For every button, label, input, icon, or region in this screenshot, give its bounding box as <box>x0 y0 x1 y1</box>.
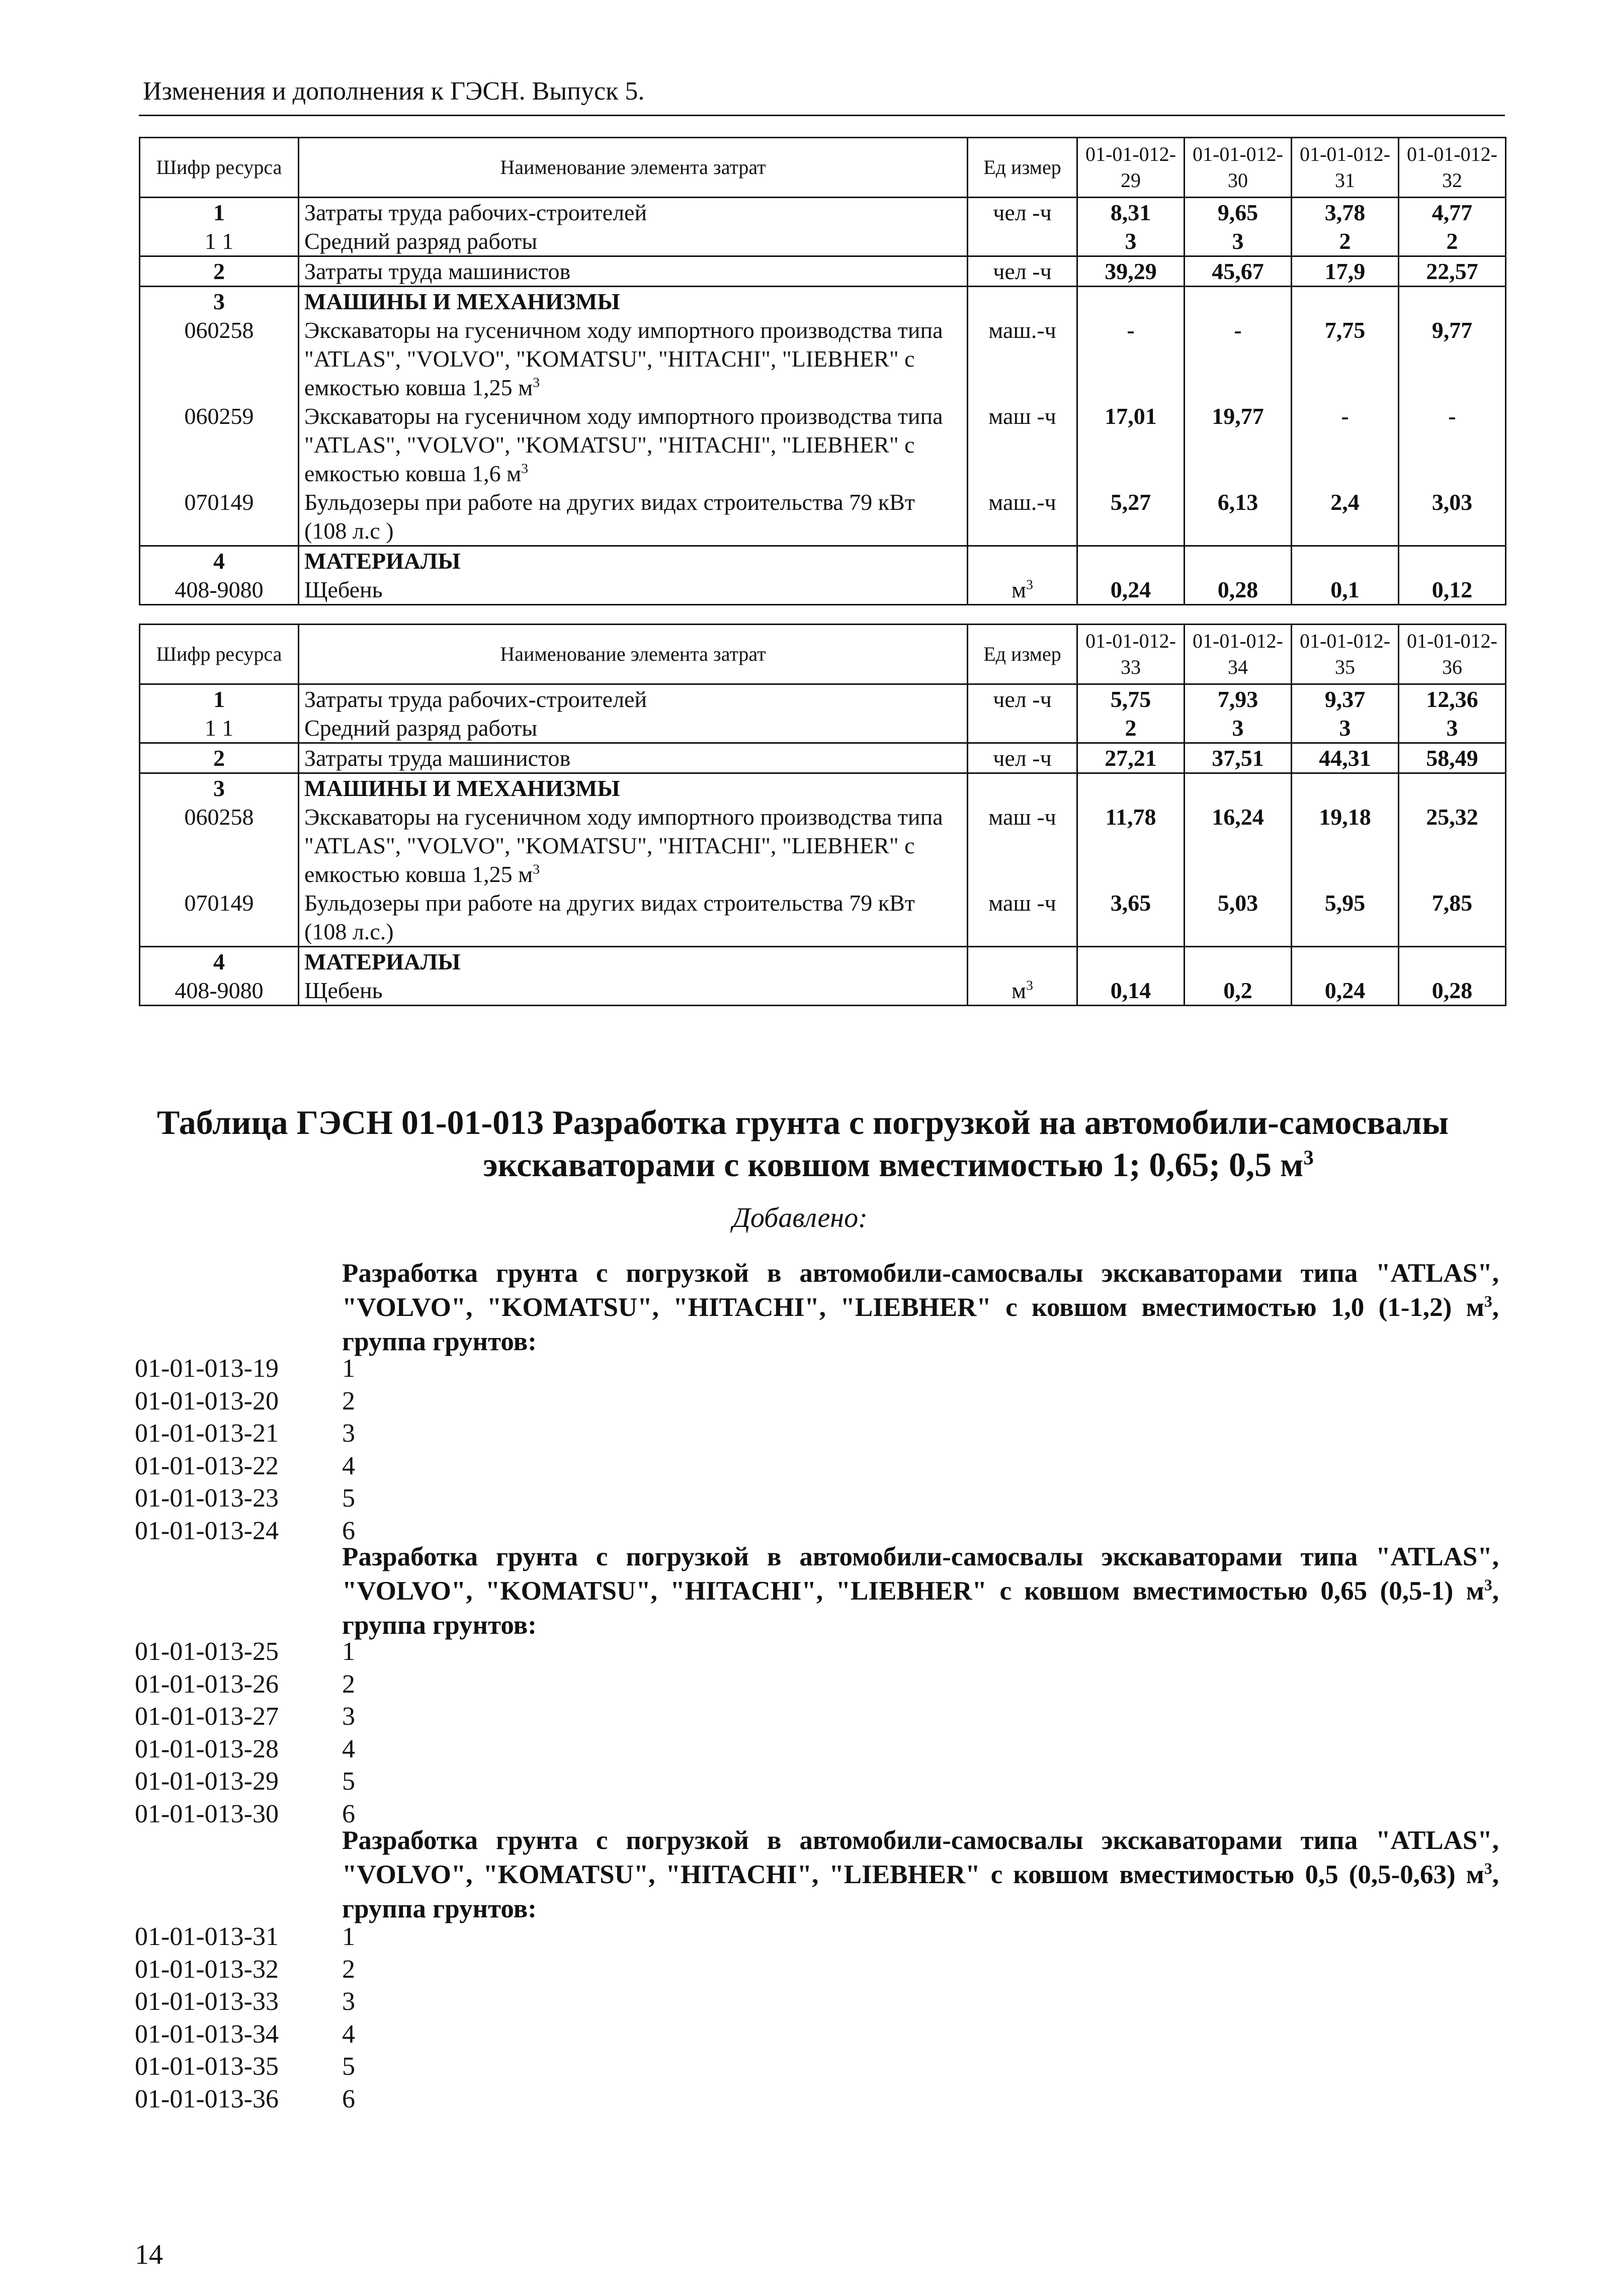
row-value: 16,24 <box>1185 803 1292 889</box>
superscript: 3 <box>533 374 540 390</box>
row-value: 9,65 <box>1185 198 1292 227</box>
superscript: 3 <box>1484 1576 1492 1594</box>
row-code: 408-9080 <box>140 575 299 605</box>
list-item <box>135 1450 392 1483</box>
row-code: 060258 <box>140 316 299 402</box>
group-heading-text: Разработка грунта с погрузкой в автомобили-самосвалы экскаваторами типа "ATLAS", "VOLVO", "KOMATSU", "HITACHI", "LIEBHER" с ковшом вместимостью 1,0 (1-1,2) м <box>342 1259 1499 1322</box>
row-value <box>1077 546 1185 576</box>
group-heading-tail: , группа грунтов: <box>342 1860 1499 1923</box>
row-value <box>1399 287 1506 316</box>
item-number: 5 <box>342 1484 355 1513</box>
table-row <box>140 976 1506 1006</box>
row-name: Средний разряд работы <box>299 714 968 743</box>
row-value: 58,49 <box>1399 743 1506 773</box>
row-unit <box>968 947 1077 977</box>
unit-text: м <box>1012 978 1027 1003</box>
item-code: 01-01-013-33 <box>135 1987 279 2016</box>
row-value <box>1292 287 1399 316</box>
group-heading <box>342 1256 1499 1359</box>
row-value: 3 <box>1077 227 1185 256</box>
row-unit: маш -ч <box>968 889 1077 947</box>
row-value: 11,78 <box>1077 803 1185 889</box>
group-heading-tail: , группа грунтов: <box>342 1293 1499 1356</box>
row-name: Бульдозеры при работе на других видах строительства 79 кВт (108 л.с.) <box>299 889 968 947</box>
header-col: 01-01-012-30 <box>1185 138 1292 198</box>
row-value <box>1185 947 1292 977</box>
row-name: МАШИНЫ И МЕХАНИЗМЫ <box>299 287 968 316</box>
table-row <box>140 227 1506 256</box>
row-code: 060258 <box>140 803 299 889</box>
item-number: 4 <box>342 2019 355 2049</box>
row-value: 17,01 <box>1077 402 1185 488</box>
item-code: 01-01-013-23 <box>135 1484 279 1513</box>
row-value: 7,75 <box>1292 316 1399 402</box>
row-value: - <box>1077 316 1185 402</box>
row-code: 408-9080 <box>140 976 299 1006</box>
row-value <box>1292 546 1399 576</box>
row-value: 3 <box>1185 227 1292 256</box>
group-heading <box>342 1823 1499 1926</box>
row-code: 070149 <box>140 889 299 947</box>
row-unit: маш -ч <box>968 803 1077 889</box>
row-value: 19,77 <box>1185 402 1292 488</box>
list-item <box>135 1701 392 1733</box>
table-title <box>139 1101 1467 1186</box>
list-item <box>135 1385 392 1418</box>
item-code: 01-01-013-35 <box>135 2052 279 2081</box>
table-row <box>140 198 1506 227</box>
superscript: 3 <box>521 460 529 476</box>
row-code: 1 1 <box>140 227 299 256</box>
row-value: 37,51 <box>1185 743 1292 773</box>
list-item <box>135 1921 392 1954</box>
row-value: 3 <box>1185 714 1292 743</box>
row-value: 17,9 <box>1292 256 1399 287</box>
row-unit: чел -ч <box>968 684 1077 714</box>
table-row <box>140 402 1506 488</box>
list-item <box>135 1986 392 2018</box>
unit-text: м <box>1012 577 1027 602</box>
row-value <box>1292 773 1399 803</box>
row-code: 1 <box>140 198 299 227</box>
row-code: 3 <box>140 773 299 803</box>
group-heading-text: Разработка грунта с погрузкой в автомобили-самосвалы экскаваторами типа "ATLAS", "VOLVO", "KOMATSU", "HITACHI", "LIEBHER" с ковшом вместимостью 0,5 (0,5-0,63) м <box>342 1826 1499 1889</box>
row-value: 3 <box>1292 714 1399 743</box>
header-name: Наименование элемента затрат <box>299 625 968 684</box>
row-value <box>1292 947 1399 977</box>
table-row <box>140 287 1506 316</box>
item-number: 3 <box>342 1419 355 1448</box>
item-code: 01-01-013-27 <box>135 1702 279 1731</box>
item-code: 01-01-013-31 <box>135 1922 279 1951</box>
row-value: 25,32 <box>1399 803 1506 889</box>
table-title-line2-text: экскаваторами с ковшом вместимостью 1; 0,65; 0,5 м <box>483 1145 1304 1184</box>
group-heading <box>342 1540 1499 1642</box>
row-value: 39,29 <box>1077 256 1185 287</box>
item-code: 01-01-013-34 <box>135 2019 279 2049</box>
code-list <box>135 1921 392 2115</box>
item-code: 01-01-013-20 <box>135 1386 279 1416</box>
table-header-row <box>140 625 1506 684</box>
row-value: 45,67 <box>1185 256 1292 287</box>
row-code: 1 <box>140 684 299 714</box>
row-value: 2 <box>1077 714 1185 743</box>
row-value: 0,2 <box>1185 976 1292 1006</box>
row-value <box>1399 947 1506 977</box>
row-value: 0,24 <box>1292 976 1399 1006</box>
row-name: Затраты труда рабочих-строителей <box>299 198 968 227</box>
item-number: 5 <box>342 2052 355 2081</box>
row-value: 0,12 <box>1399 575 1506 605</box>
row-name: Затраты труда рабочих-строителей <box>299 684 968 714</box>
header-unit: Ед измер <box>968 138 1077 198</box>
item-code: 01-01-013-30 <box>135 1799 279 1828</box>
row-name: Затраты труда машинистов <box>299 256 968 287</box>
row-value: 0,28 <box>1185 575 1292 605</box>
list-item <box>135 1636 392 1668</box>
superscript: 3 <box>1303 1146 1314 1169</box>
row-value: 0,24 <box>1077 575 1185 605</box>
row-value: 5,95 <box>1292 889 1399 947</box>
list-item <box>135 2051 392 2083</box>
row-value: 3,03 <box>1399 488 1506 546</box>
row-value: 9,37 <box>1292 684 1399 714</box>
header-name: Наименование элемента затрат <box>299 138 968 198</box>
item-number: 2 <box>342 1669 355 1699</box>
row-value: 2,4 <box>1292 488 1399 546</box>
table-row <box>140 256 1506 287</box>
group-heading-text: Разработка грунта с погрузкой в автомобили-самосвалы экскаваторами типа "ATLAS", "VOLVO", "KOMATSU", "HITACHI", "LIEBHER" с ковшом вместимостью 0,65 (0,5-1) м <box>342 1542 1499 1606</box>
item-number: 3 <box>342 1702 355 1731</box>
row-value <box>1185 773 1292 803</box>
table-row <box>140 889 1506 947</box>
row-unit <box>968 773 1077 803</box>
row-value <box>1185 287 1292 316</box>
list-item <box>135 2083 392 2116</box>
row-value <box>1185 546 1292 576</box>
row-value: 12,36 <box>1399 684 1506 714</box>
item-number: 3 <box>342 1987 355 2016</box>
row-name: Щебень <box>299 976 968 1006</box>
row-name: Щебень <box>299 575 968 605</box>
row-code: 2 <box>140 256 299 287</box>
list-item <box>135 1765 392 1798</box>
row-value: 7,85 <box>1399 889 1506 947</box>
item-number: 6 <box>342 1799 355 1828</box>
header-code: Шифр ресурса <box>140 138 299 198</box>
table-title-line2 <box>139 1143 1467 1186</box>
list-item <box>135 1418 392 1450</box>
table-row <box>140 546 1506 576</box>
row-code: 1 1 <box>140 714 299 743</box>
row-value <box>1399 773 1506 803</box>
table-title-line1: Таблица ГЭСН 01-01-013 Разработка грунта с погрузкой на автомобили-самосвалы <box>157 1103 1449 1141</box>
row-unit: чел -ч <box>968 256 1077 287</box>
superscript: 3 <box>533 861 540 877</box>
item-number: 1 <box>342 1922 355 1951</box>
row-value: - <box>1399 402 1506 488</box>
superscript: 3 <box>1484 1292 1492 1310</box>
list-item <box>135 1733 392 1766</box>
header-col: 01-01-012-35 <box>1292 625 1399 684</box>
item-number: 2 <box>342 1955 355 1984</box>
item-code: 01-01-013-25 <box>135 1637 279 1666</box>
header-code: Шифр ресурса <box>140 625 299 684</box>
row-value: - <box>1185 316 1292 402</box>
header-col: 01-01-012-34 <box>1185 625 1292 684</box>
row-code: 4 <box>140 947 299 977</box>
header-col: 01-01-012-31 <box>1292 138 1399 198</box>
superscript: 3 <box>1026 576 1033 592</box>
header-unit: Ед измер <box>968 625 1077 684</box>
table-row <box>140 947 1506 977</box>
row-unit <box>968 575 1077 605</box>
row-value: 3 <box>1399 714 1506 743</box>
superscript: 3 <box>1484 1860 1492 1878</box>
row-value <box>1077 287 1185 316</box>
item-number: 4 <box>342 1734 355 1763</box>
row-value: 22,57 <box>1399 256 1506 287</box>
table-row <box>140 714 1506 743</box>
item-number: 1 <box>342 1354 355 1383</box>
row-value: 7,93 <box>1185 684 1292 714</box>
row-value: 19,18 <box>1292 803 1399 889</box>
row-value <box>1399 546 1506 576</box>
table-row <box>140 743 1506 773</box>
row-code: 060259 <box>140 402 299 488</box>
header-col: 01-01-012-36 <box>1399 625 1506 684</box>
row-code: 070149 <box>140 488 299 546</box>
row-value: 44,31 <box>1292 743 1399 773</box>
row-unit: чел -ч <box>968 743 1077 773</box>
item-code: 01-01-013-21 <box>135 1419 279 1448</box>
row-value: 4,77 <box>1399 198 1506 227</box>
row-code: 2 <box>140 743 299 773</box>
row-unit <box>968 546 1077 576</box>
superscript: 3 <box>1026 977 1033 993</box>
row-value: 5,75 <box>1077 684 1185 714</box>
header-col: 01-01-012-33 <box>1077 625 1185 684</box>
row-value: 0,1 <box>1292 575 1399 605</box>
added-label: Добавлено: <box>732 1202 868 1233</box>
header-col: 01-01-012-32 <box>1399 138 1506 198</box>
row-name-text: Экскаваторы на гусеничном ходу импортного производства типа "ATLAS", "VOLVO", "KOMATSU", "HITACHI", "LIEBHER" с емкостью ковша 1,6 м <box>304 403 943 486</box>
table-row <box>140 316 1506 402</box>
item-code: 01-01-013-22 <box>135 1451 279 1480</box>
row-value: 2 <box>1292 227 1399 256</box>
row-value: 6,13 <box>1185 488 1292 546</box>
row-name: Затраты труда машинистов <box>299 743 968 773</box>
item-code: 01-01-013-29 <box>135 1767 279 1796</box>
row-value: 3,78 <box>1292 198 1399 227</box>
resource-table-2 <box>139 624 1506 1006</box>
row-unit <box>968 976 1077 1006</box>
list-item <box>135 1482 392 1515</box>
item-code: 01-01-013-24 <box>135 1516 279 1545</box>
item-number: 4 <box>342 1451 355 1480</box>
row-name: МАТЕРИАЛЫ <box>299 546 968 576</box>
row-name: Бульдозеры при работе на других видах строительства 79 кВт (108 л.с ) <box>299 488 968 546</box>
row-name <box>299 803 968 889</box>
row-value <box>1077 947 1185 977</box>
item-code: 01-01-013-32 <box>135 1955 279 1984</box>
row-value <box>1077 773 1185 803</box>
item-code: 01-01-013-28 <box>135 1734 279 1763</box>
table-header-row <box>140 138 1506 198</box>
row-unit: чел -ч <box>968 198 1077 227</box>
row-name: МАШИНЫ И МЕХАНИЗМЫ <box>299 773 968 803</box>
item-number: 6 <box>342 2084 355 2113</box>
row-name: Средний разряд работы <box>299 227 968 256</box>
row-value: 5,03 <box>1185 889 1292 947</box>
row-value: - <box>1292 402 1399 488</box>
item-code: 01-01-013-26 <box>135 1669 279 1699</box>
item-number: 5 <box>342 1767 355 1796</box>
row-unit <box>968 287 1077 316</box>
header-col: 01-01-012-29 <box>1077 138 1185 198</box>
table-row <box>140 684 1506 714</box>
list-item <box>135 1954 392 1986</box>
row-unit <box>968 714 1077 743</box>
row-name-text: Экскаваторы на гусеничном ходу импортного производства типа "ATLAS", "VOLVO", "KOMATSU", "HITACHI", "LIEBHER" с емкостью ковша 1,25 м <box>304 804 943 887</box>
row-value: 9,77 <box>1399 316 1506 402</box>
row-value: 5,27 <box>1077 488 1185 546</box>
row-name <box>299 316 968 402</box>
row-unit: маш -ч <box>968 402 1077 488</box>
header-rule <box>139 115 1505 116</box>
item-code: 01-01-013-36 <box>135 2084 279 2113</box>
page-number: 14 <box>135 2239 163 2270</box>
row-unit: маш.-ч <box>968 488 1077 546</box>
item-code: 01-01-013-19 <box>135 1354 279 1383</box>
list-item <box>135 1668 392 1701</box>
group-heading-tail: , группа грунтов: <box>342 1576 1499 1640</box>
table-row <box>140 773 1506 803</box>
row-value: 2 <box>1399 227 1506 256</box>
item-number: 6 <box>342 1516 355 1545</box>
row-value: 27,21 <box>1077 743 1185 773</box>
list-item <box>135 1353 392 1385</box>
row-value: 8,31 <box>1077 198 1185 227</box>
resource-table-1 <box>139 137 1506 605</box>
item-number: 2 <box>342 1386 355 1416</box>
list-item <box>135 2018 392 2051</box>
table-row <box>140 488 1506 546</box>
row-unit: маш.-ч <box>968 316 1077 402</box>
row-unit <box>968 227 1077 256</box>
table-row <box>140 575 1506 605</box>
code-list <box>135 1353 392 1547</box>
item-number: 1 <box>342 1637 355 1666</box>
row-name <box>299 402 968 488</box>
row-code: 3 <box>140 287 299 316</box>
row-name-text: Экскаваторы на гусеничном ходу импортного производства типа "ATLAS", "VOLVO", "KOMATSU", "HITACHI", "LIEBHER" с емкостью ковша 1,25 м <box>304 317 943 400</box>
row-value: 3,65 <box>1077 889 1185 947</box>
row-name: МАТЕРИАЛЫ <box>299 947 968 977</box>
code-list <box>135 1636 392 1830</box>
table-row <box>140 803 1506 889</box>
row-value: 0,28 <box>1399 976 1506 1006</box>
row-code: 4 <box>140 546 299 576</box>
page-header: Изменения и дополнения к ГЭСН. Выпуск 5. <box>143 77 645 106</box>
row-value: 0,14 <box>1077 976 1185 1006</box>
